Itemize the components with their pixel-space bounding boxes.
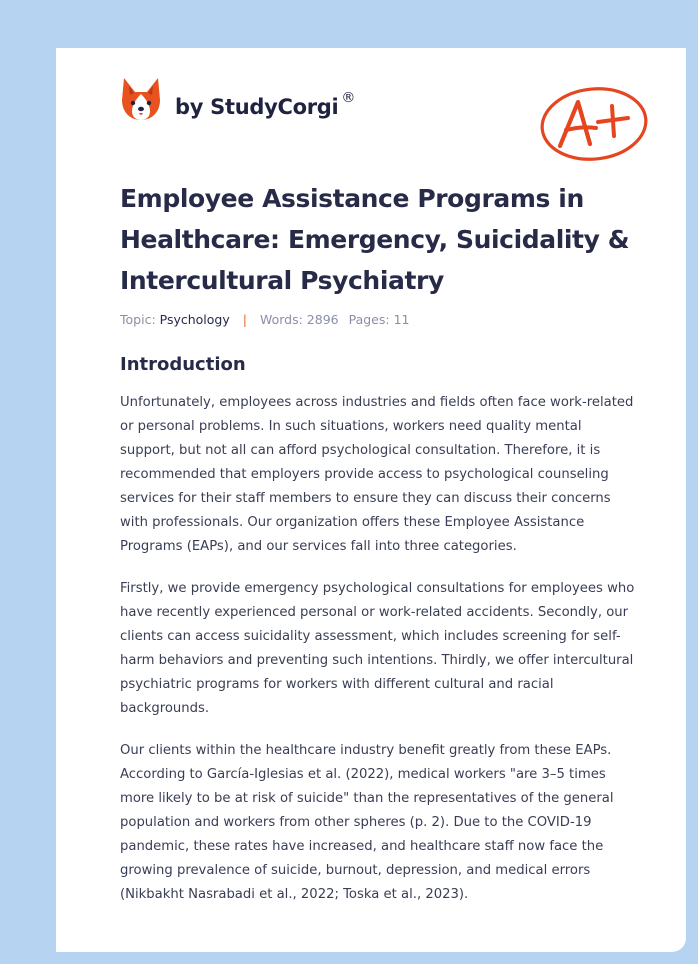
header <box>120 74 650 154</box>
a-plus-grade-icon <box>538 86 650 164</box>
meta-separator: | <box>242 312 247 327</box>
document-page <box>56 48 686 952</box>
words-label: Words: <box>259 312 303 327</box>
paragraph: Unfortunately, employees across industries and fields often face work-related or personal problems. In such situations, workers need quality mental support, but not all can afford psychological consultation. Therefore, it is recommended that employers provide access to psychological counseling services for their staff members to ensure they can discuss their concerns with professionals. Our organization offers these Employee Assistance Programs (EAPs), and our services fall into three categories. <box>120 395 634 554</box>
registered-mark: ® <box>341 90 356 106</box>
topic-link[interactable]: Psychology <box>159 312 230 327</box>
document-title: Employee Assistance Programs in Healthcare: Emergency, Suicidality & Intercultural Psychiatry <box>120 184 630 295</box>
brand-name[interactable]: by StudyCorgi ® <box>175 90 356 119</box>
document-body <box>120 391 636 925</box>
section-title: Introduction <box>120 354 246 375</box>
pages-value: 11 <box>393 312 410 327</box>
topic-label: Topic: <box>120 312 156 327</box>
paragraph: Our clients within the healthcare industry benefit greatly from these EAPs. According to García-Iglesias et al. (2022), medical workers "are 3–5 times more likely to be at risk of suicide" than the representatives of the general population and workers from other spheres (p. 2). Due to the COVID-19 pandemic, these rates have increased, and healthcare staff now face the growing prevalence of suicide, burnout, depression, and medical errors (Nikbakht Nasrabadi et al., 2022; Toska et al., 2023). <box>120 743 614 902</box>
paragraph: Firstly, we provide emergency psychological consultations for employees who have recently experienced personal or work-related accidents. Secondly, our clients can access suicidality assessment, which includes screening for self-harm behaviors and preventing such intentions. Thirdly, we offer intercultural psychiatric programs for workers with different cultural and racial backgrounds. <box>120 581 635 716</box>
document-meta <box>120 312 409 327</box>
pages-label: Pages: <box>348 312 390 327</box>
corgi-logo-icon[interactable] <box>120 76 162 122</box>
words-value: 2896 <box>306 312 339 327</box>
